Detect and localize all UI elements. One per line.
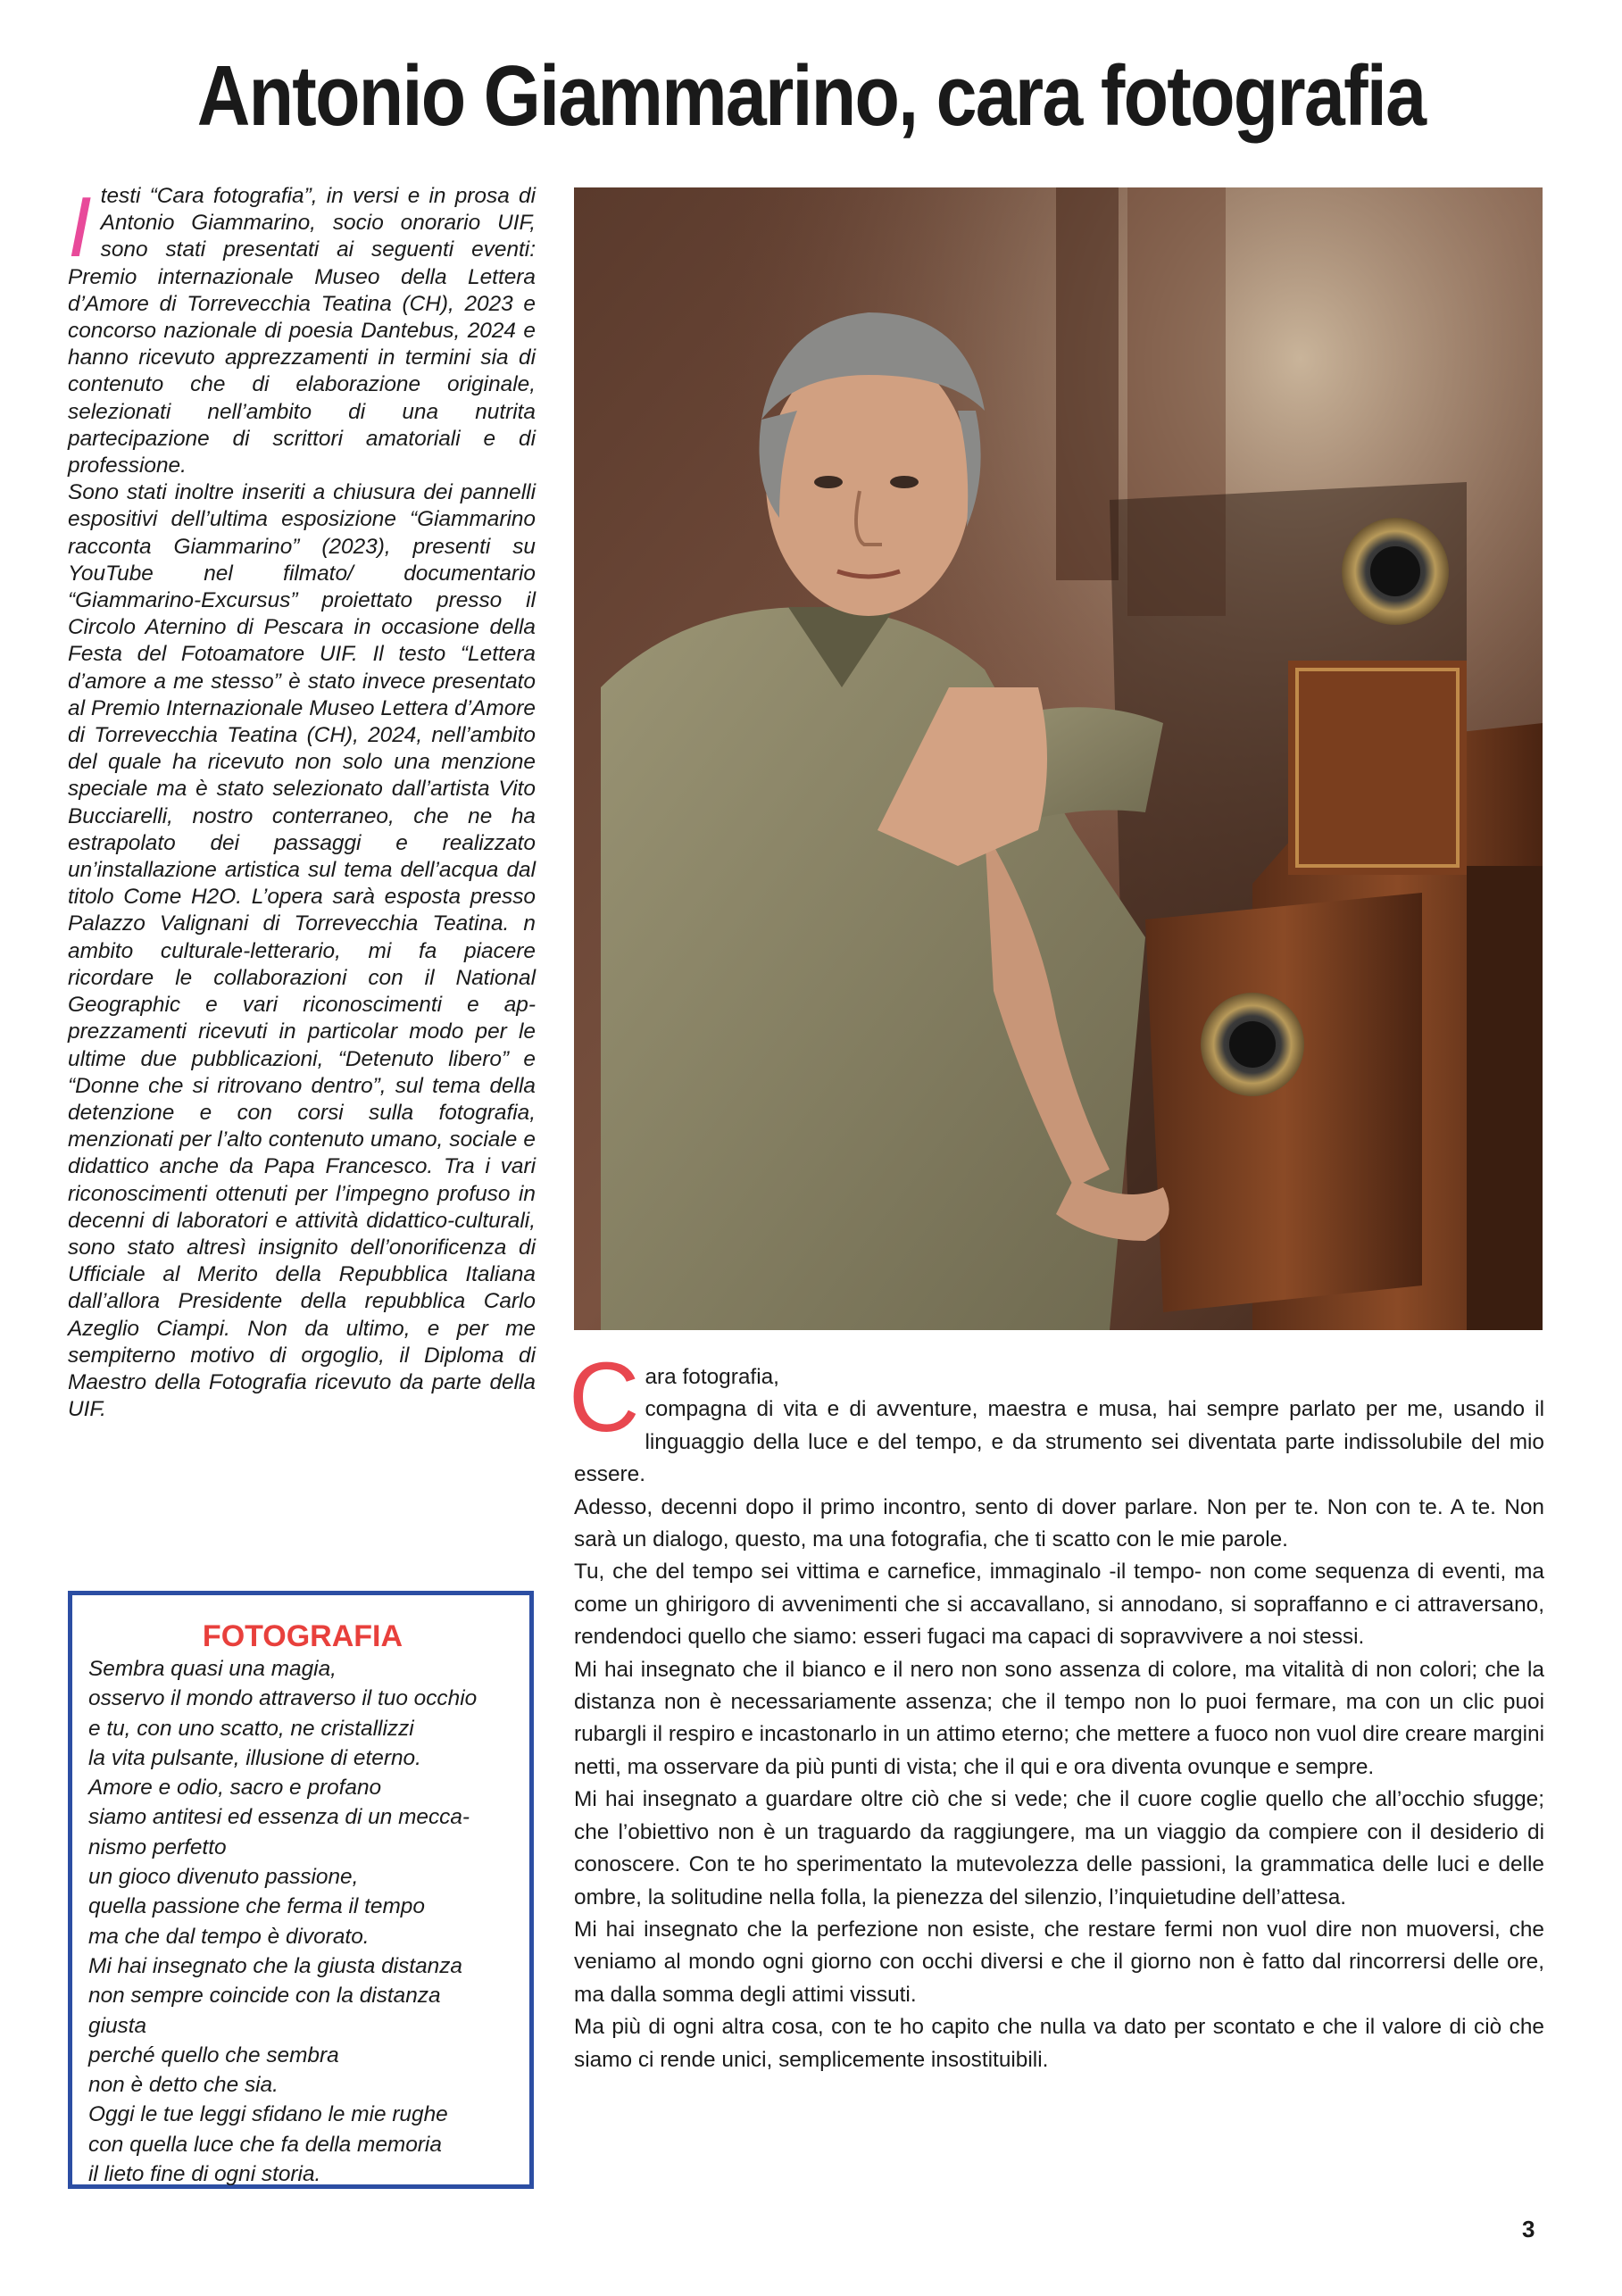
poem-line: Mi hai insegnato che la giusta distanza [88, 1953, 462, 1978]
poem-line: non è detto che sia. [88, 2073, 279, 2098]
poem-line: quella passione che ferma il tempo [88, 1894, 425, 1919]
dropcap-c: C [569, 1343, 640, 1452]
dropcap-i: I [68, 179, 92, 275]
intro-paragraph-1-text: testi “Cara fotografia”, in versi e in prosa di Antonio Giammarino, socio onorario UIF, sono stati presentati ai seguenti eventi: Premio internazionale Museo della Lettera d’Amore di Torrevecchia Teatina (CH), 2023 e concorso nazionale di poesia Dantebus, 2024 e hanno ricevuto apprezzamenti in termini sia di contenuto che di elaborazione originale, selezionati nell’ambito di una nutrita partecipazione di scrittori amatoriali e di professione. [68, 184, 536, 478]
article-title: Antonio Giammarino, cara fotografia [196, 48, 1426, 144]
poem-line: Amore e odio, sacro e profano [88, 1776, 382, 1801]
poem-line: la vita pulsante, illusione di eterno. [88, 1745, 421, 1770]
poem-line: Sembra quasi una magia, [88, 1657, 337, 1681]
intro-paragraph-2: Sono stati inoltre inseriti a chiusura dei pannelli espositivi dell’ultima esposizione “Giammarino racconta Giammarino” (2023), presenti su YouTube nel filmato/ documentario “Giammarino-Excursus” proiettato presso il Circolo Aternino di Pescara in occasione della Festa del Fotoamatore UIF. Il testo “Lettera d’amore a me stesso” è stato invece presentato al Premio Internazionale Museo Lettera d’Amore di Torrevecchia Teatina (CH), 2024, nell’ambito del quale ha ricevuto non solo una menzione speciale ma è stato selezionato dall’artista Vito Bucciarelli, nostro conterraneo, che ne ha estrapolato dei passaggi e realizzato un’installazione artistica sul tema dell’acqua dal titolo Come H2O. L’opera sarà esposta presso Palazzo Valignani di Torrevecchia Teatina. n ambito culturale-letterario, mi fa piacere ricordare le collaborazioni con il National Geographic e vari riconoscimenti e apprezzamenti ricevuti in particolar modo per le ultime due pubblicazioni, “Detenuto libero” e “Donne che si ritrovano dentro”, sul tema della detenzione e con corsi sulla fotografia, menzionati per l’alto contenuto umano, sociale e didattico anche da Papa Francesco. Tra i vari riconoscimenti ottenuti per l’impegno profuso in decenni di laboratori e attività didattico-culturali, sono stato altresì insignito dell’onorificenza di Ufficiale al Merito della Repubblica Italiana dall’allora Presidente della repubblica Carlo Azeglio Ciampi. Non da ultimo, e per me sempiterno motivo di orgoglio, il Diploma di Maestro della Fotografia ricevuto da parte della UIF. [68, 480, 536, 1422]
letter-paragraph-4: Tu, che del tempo sei vittima e carnefice, immaginalo -il tempo- non come sequenza di eventi, ma come un ghirigoro di avvenimenti che si accavallano, si annodano, si sopraffanno e ci attraversano, rendendoci quello che siamo: esseri fugaci ma capaci di sopravvivere a noi stessi. [574, 1560, 1544, 1650]
intro-column [68, 179, 536, 1423]
poem-title: FOTOGRAFIA [202, 1619, 403, 1653]
poem-line: il lieto fine di ogni storia. [88, 2162, 321, 2187]
poem-box [68, 1591, 534, 2189]
page-number: 3 [1522, 2216, 1535, 2242]
letter-paragraph-8: Ma più di ogni altra cosa, con te ho capito che nulla va dato per scontato e che il valore di ciò che siamo ci rende unici, semplicemente insostituibili. [574, 2015, 1544, 2072]
letter-paragraph-5: Mi hai insegnato che il bianco e il nero non sono assenza di colore, ma vitalità di non colori; che la distanza non è necessariamente assenza; che il tempo non lo puoi fermare, ma con un clic puoi rubargli il respiro e incastonarlo in un attimo eterno; che mettere a fuoco non vuol dire creare margini netti, ma osservare da più punti di vista; che il qui e ora diventa ovunque e sempre. [574, 1657, 1544, 1779]
letter-paragraph-2: compagna di vita e di avventure, maestra e musa, hai sempre parlato per me, usando il linguaggio della luce e del tempo, e da strumento sei diventata parte indissolubile del mio essere. [574, 1397, 1544, 1487]
poem-line: un gioco divenuto passione, [88, 1865, 359, 1890]
poem-line: ma che dal tempo è divorato. [88, 1924, 370, 1949]
poem-line: nismo perfetto [88, 1834, 227, 1859]
poem-line: e tu, con uno scatto, ne cristallizzi [88, 1716, 414, 1741]
poem-line: Oggi le tue leggi sfidano le mie rughe [88, 2102, 448, 2127]
letter-salutation: ara fotografia, [645, 1365, 779, 1389]
portrait-photo [574, 187, 1543, 1330]
portrait-photo-illustration [574, 187, 1543, 1330]
poem-line: non sempre coincide con la distanza [88, 1984, 441, 2009]
poem-line: osservo il mondo attraverso il tuo occhio [88, 1686, 478, 1711]
letter-paragraph-7: Mi hai insegnato che la perfezione non esiste, che restare fermi non vuol dire non muoversi, che veniamo al mondo ogni giorno con occhi diversi e che il giorno non è fatto dal rincorrersi delle ore, ma dalla somma degli attimi vissuti. [574, 1917, 1544, 2007]
poem-line: perché quello che sembra [88, 2042, 339, 2067]
letter-text [569, 1343, 1544, 2076]
poem-lines [88, 1654, 517, 2189]
poem-line: giusta [88, 2013, 147, 2038]
poem-line: con quella luce che fa della memoria [88, 2132, 442, 2157]
intro-paragraph-1 [68, 179, 536, 479]
letter-paragraph-6: Mi hai insegnato a guardare oltre ciò che si vede; che il cuore coglie quello che all’occhio sfugge; che l’obiettivo non è un traguardo da raggiungere, ma un viaggio da compiere con il desiderio di conoscere. Con te ho sperimentato la mutevolezza delle passioni, la grammatica delle luci e delle ombre, la solitudine nella folla, la pienezza del silenzio, l’inquietudine dell’attesa. [574, 1787, 1544, 1909]
letter-paragraph-3: Adesso, decenni dopo il primo incontro, sento di dover parlare. Non per te. Non con te. A te. Non sarà un dialogo, questo, ma una fotografia, che ti scatto con le mie parole. [574, 1494, 1544, 1552]
poem-line: siamo antitesi ed essenza di un mecca- [88, 1805, 470, 1830]
